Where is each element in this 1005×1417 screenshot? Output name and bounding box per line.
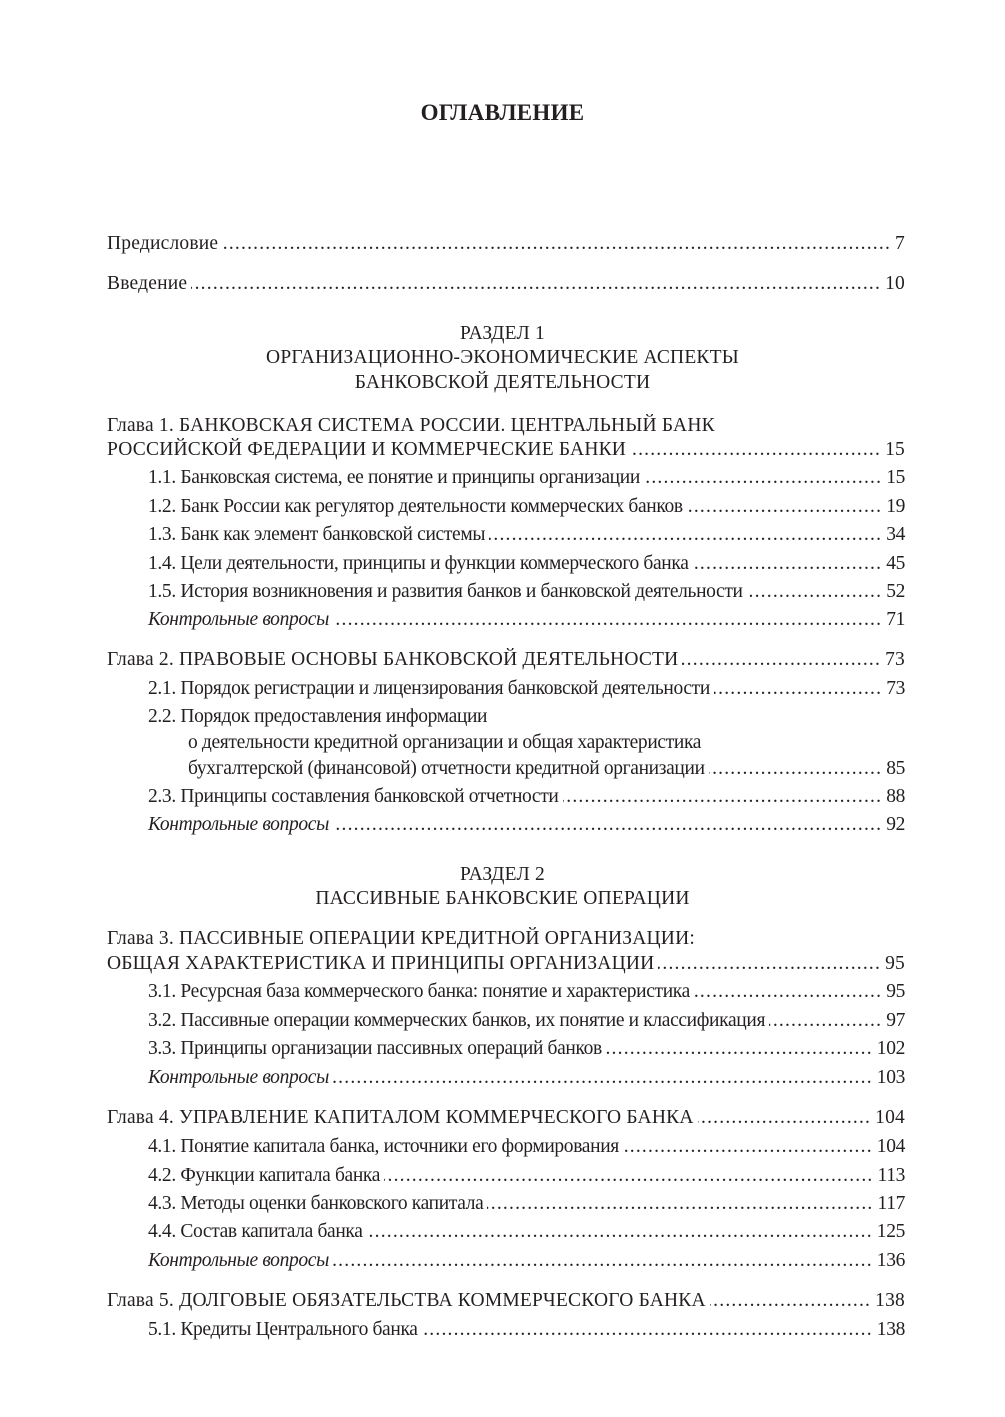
entry-title: 2.1. Порядок регистрации и лицензирования банковской деятельности bbox=[148, 678, 710, 699]
toc-entry[interactable] bbox=[107, 1106, 905, 1130]
part-heading bbox=[0, 887, 1005, 911]
entry-title: 1.4. Цели деятельности, принципы и функции коммерческого банка bbox=[148, 553, 689, 574]
page-number: 102 bbox=[876, 1038, 905, 1059]
toc-entry[interactable] bbox=[107, 272, 905, 296]
dot-leader bbox=[644, 466, 882, 490]
toc-entry[interactable] bbox=[148, 1192, 905, 1216]
entry-title: 3.2. Пассивные операции коммерческих банков, их понятие и классификация bbox=[148, 1010, 766, 1031]
entry-title: 2.2. Порядок предоставления информации bbox=[148, 706, 488, 727]
entry-title: РАЗДЕЛ 2 bbox=[460, 864, 545, 885]
page-number: 45 bbox=[886, 553, 905, 574]
toc-entry[interactable] bbox=[148, 980, 905, 1004]
entry-title: 2.3. Принципы составления банковской отчетности bbox=[148, 786, 559, 807]
toc-entry[interactable] bbox=[107, 1289, 905, 1313]
page-number: 95 bbox=[886, 981, 905, 1002]
page-number: 73 bbox=[885, 649, 905, 670]
entry-title: Введение bbox=[107, 273, 188, 294]
toc-entry[interactable] bbox=[148, 466, 905, 490]
page-number: 15 bbox=[886, 467, 905, 488]
entry-title: 1.3. Банк как элемент банковской системы bbox=[148, 524, 486, 545]
dot-leader bbox=[747, 580, 883, 604]
dot-leader bbox=[623, 1135, 873, 1159]
entry-title: БАНКОВСКОЙ ДЕЯТЕЛЬНОСТИ bbox=[354, 372, 651, 393]
entry-title: Глава 4. УПРАВЛЕНИЕ КАПИТАЛОМ КОММЕРЧЕСКОГО БАНКА bbox=[107, 1107, 694, 1128]
entry-title: 1.5. История возникновения и развития банков и банковской деятельности bbox=[148, 581, 743, 602]
entry-title: ОРГАНИЗАЦИОННО-ЭКОНОМИЧЕСКИЕ АСПЕКТЫ bbox=[266, 347, 739, 368]
entry-title: 4.4. Состав капитала банка bbox=[148, 1221, 363, 1242]
page-number: 104 bbox=[875, 1107, 905, 1128]
page-number: 95 bbox=[885, 953, 905, 974]
dot-leader bbox=[630, 438, 881, 462]
page-number: 136 bbox=[876, 1250, 905, 1271]
entry-title: 4.1. Понятие капитала банка, источники его формирования bbox=[148, 1136, 619, 1157]
page-number: 34 bbox=[886, 524, 905, 545]
page-number: 113 bbox=[877, 1165, 905, 1186]
dot-leader bbox=[606, 1037, 873, 1061]
dot-leader bbox=[693, 552, 883, 576]
dot-leader bbox=[422, 1318, 873, 1342]
toc-entry-questions[interactable] bbox=[148, 608, 905, 632]
part-heading bbox=[0, 346, 1005, 370]
entry-title: Контрольные вопросы bbox=[148, 814, 329, 835]
dot-leader bbox=[658, 952, 881, 976]
dot-leader bbox=[487, 1192, 873, 1216]
toc-entry[interactable] bbox=[148, 705, 487, 729]
page-number: 88 bbox=[886, 786, 905, 807]
entry-title: бухгалтерской (финансовой) отчетности кредитной организации bbox=[188, 758, 705, 779]
page-title: ОГЛАВЛЕНИЕ bbox=[420, 100, 585, 125]
part-heading bbox=[0, 371, 1005, 395]
page-number: 138 bbox=[876, 1319, 905, 1340]
dot-leader bbox=[709, 757, 883, 781]
toc-entry-questions[interactable] bbox=[148, 813, 905, 837]
entry-title: РАЗДЕЛ 1 bbox=[460, 323, 545, 344]
page-number: 19 bbox=[886, 496, 905, 517]
toc-entry[interactable] bbox=[107, 232, 905, 256]
page-number: 104 bbox=[876, 1136, 905, 1157]
entry-title: РОССИЙСКОЙ ФЕДЕРАЦИИ И КОММЕРЧЕСКИЕ БАНКИ bbox=[107, 439, 627, 460]
dot-leader bbox=[333, 608, 882, 632]
toc-entry[interactable] bbox=[148, 1037, 905, 1061]
toc-entry[interactable] bbox=[148, 1164, 905, 1188]
page-number: 15 bbox=[885, 439, 905, 460]
dot-leader bbox=[698, 1106, 872, 1130]
toc-entry[interactable] bbox=[107, 952, 905, 976]
toc-entry[interactable] bbox=[148, 1220, 905, 1244]
part-heading bbox=[0, 322, 1005, 346]
page-number: 117 bbox=[877, 1193, 905, 1214]
toc-entry[interactable] bbox=[107, 414, 715, 438]
entry-title: 1.2. Банк России как регулятор деятельности коммерческих банков bbox=[148, 496, 683, 517]
part-heading bbox=[0, 863, 1005, 887]
entry-title: 4.3. Методы оценки банковского капитала bbox=[148, 1193, 484, 1214]
entry-title: Глава 3. ПАССИВНЫЕ ОПЕРАЦИИ КРЕДИТНОЙ ОРГАНИЗАЦИИ: bbox=[107, 928, 695, 949]
entry-title: 3.1. Ресурсная база коммерческого банка: понятие и характеристика bbox=[148, 981, 690, 1002]
entry-title: о деятельности кредитной организации и общая характеристика bbox=[188, 732, 702, 753]
dot-leader bbox=[191, 272, 881, 296]
entry-title: 4.2. Функции капитала банка bbox=[148, 1165, 381, 1186]
entry-title: Контрольные вопросы bbox=[148, 1250, 329, 1271]
entry-title: Глава 2. ПРАВОВЫЕ ОСНОВЫ БАНКОВСКОЙ ДЕЯТЕЛЬНОСТИ bbox=[107, 649, 679, 670]
toc-entry[interactable] bbox=[107, 927, 695, 951]
entry-title: Глава 1. БАНКОВСКАЯ СИСТЕМА РОССИИ. ЦЕНТРАЛЬНЫЙ БАНК bbox=[107, 415, 715, 436]
toc-entry[interactable] bbox=[148, 785, 905, 809]
toc-entry[interactable] bbox=[148, 1009, 905, 1033]
entry-title: ПАССИВНЫЕ БАНКОВСКИЕ ОПЕРАЦИИ bbox=[315, 888, 690, 909]
dot-leader bbox=[384, 1164, 873, 1188]
dot-leader bbox=[714, 677, 882, 701]
page-number: 97 bbox=[886, 1010, 905, 1031]
entry-title: 5.1. Кредиты Центрального банка bbox=[148, 1319, 418, 1340]
page-number: 7 bbox=[895, 233, 905, 254]
toc-entry[interactable] bbox=[107, 648, 905, 672]
dot-leader bbox=[222, 232, 891, 256]
entry-title: 1.1. Банковская система, ее понятие и принципы организации bbox=[148, 467, 640, 488]
entry-title: Контрольные вопросы bbox=[148, 1067, 329, 1088]
toc-entry[interactable] bbox=[148, 1318, 905, 1342]
dot-leader bbox=[687, 495, 882, 519]
entry-title: Предисловие bbox=[107, 233, 219, 254]
page-number: 85 bbox=[886, 758, 905, 779]
dot-leader bbox=[694, 980, 882, 1004]
dot-leader bbox=[682, 648, 881, 672]
entry-title: 3.3. Принципы организации пассивных операций банков bbox=[148, 1038, 602, 1059]
toc-entry[interactable] bbox=[148, 495, 905, 519]
dot-leader bbox=[769, 1009, 882, 1033]
dot-leader bbox=[333, 813, 882, 837]
toc-entry[interactable] bbox=[188, 731, 701, 755]
page-number: 73 bbox=[886, 678, 905, 699]
dot-leader bbox=[333, 1066, 873, 1090]
toc-entry[interactable] bbox=[148, 523, 905, 547]
toc-entry-questions[interactable] bbox=[148, 1066, 905, 1090]
dot-leader bbox=[333, 1249, 873, 1273]
page-number: 71 bbox=[886, 609, 905, 630]
page-number: 138 bbox=[875, 1290, 905, 1311]
page-number: 10 bbox=[885, 273, 905, 294]
page-number: 52 bbox=[886, 581, 905, 602]
page-number: 103 bbox=[876, 1067, 905, 1088]
toc-entry[interactable] bbox=[148, 677, 905, 701]
toc-entry[interactable] bbox=[107, 438, 905, 462]
entry-title: ОБЩАЯ ХАРАКТЕРИСТИКА И ПРИНЦИПЫ ОРГАНИЗАЦИИ bbox=[107, 953, 655, 974]
entry-title: Глава 5. ДОЛГОВЫЕ ОБЯЗАТЕЛЬСТВА КОММЕРЧЕСКОГО БАНКА bbox=[107, 1290, 706, 1311]
dot-leader bbox=[710, 1289, 871, 1313]
toc-entry[interactable] bbox=[188, 757, 905, 781]
dot-leader bbox=[367, 1220, 873, 1244]
page-number: 125 bbox=[876, 1221, 905, 1242]
dot-leader bbox=[563, 785, 883, 809]
entry-title: Контрольные вопросы bbox=[148, 609, 329, 630]
toc-entry-questions[interactable] bbox=[148, 1249, 905, 1273]
page-number: 92 bbox=[886, 814, 905, 835]
dot-leader bbox=[489, 523, 882, 547]
toc-entry[interactable] bbox=[148, 1135, 905, 1159]
toc-entry[interactable] bbox=[148, 552, 905, 576]
toc-entry[interactable] bbox=[148, 580, 905, 604]
